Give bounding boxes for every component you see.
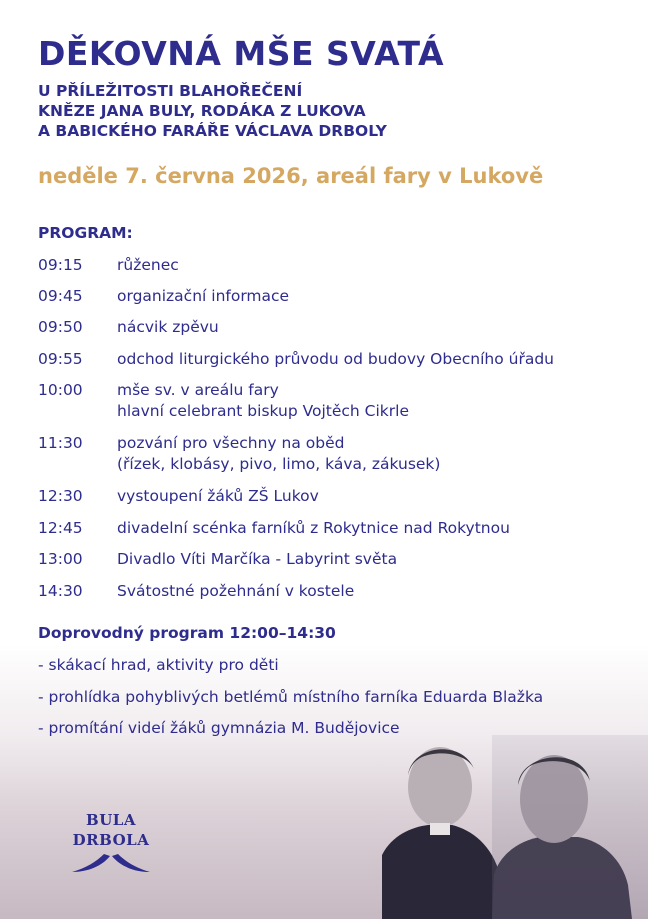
program-time: 09:15	[38, 256, 83, 274]
logo-line: BULA	[86, 811, 136, 829]
program-desc: (řízek, klobásy, pivo, limo, káva, zákusek)	[117, 455, 441, 473]
program-time: 09:45	[38, 287, 83, 305]
program-time: 09:50	[38, 318, 83, 336]
program-desc: mše sv. v areálu fary	[117, 381, 279, 399]
program-desc: vystoupení žáků ZŠ Lukov	[117, 487, 319, 505]
bula-drbola-logo	[56, 810, 166, 876]
poster-title: DĚKOVNÁ MŠE SVATÁ	[38, 34, 445, 73]
program-time: 13:00	[38, 550, 83, 568]
program-desc: odchod liturgického průvodu od budovy Obecního úřadu	[117, 350, 554, 368]
program-desc: divadelní scénka farníků z Rokytnice nad Rokytnou	[117, 519, 510, 537]
program-desc: pozvání pro všechny na oběd	[117, 434, 345, 452]
subtitle-block	[38, 81, 387, 141]
program-desc: organizační informace	[117, 287, 290, 305]
program-time: 11:30	[38, 434, 83, 452]
program-desc: Divadlo Víti Marčíka - Labyrint světa	[117, 550, 398, 568]
program-heading: PROGRAM:	[38, 224, 133, 242]
logo-line: DRBOLA	[72, 831, 150, 849]
extra-program-heading: Doprovodný program 12:00–14:30	[38, 624, 336, 642]
extra-item: - promítání videí žáků gymnázia M. Budějovice	[38, 719, 400, 737]
wings-icon	[66, 852, 156, 876]
extra-item: - skákací hrad, aktivity pro děti	[38, 656, 279, 674]
program-time: 14:30	[38, 582, 83, 600]
portrait-photo	[382, 735, 648, 919]
program-time: 09:55	[38, 350, 83, 368]
subtitle-line: A BABICKÉHO FARÁŘE VÁCLAVA DRBOLY	[38, 122, 387, 140]
program-desc: hlavní celebrant biskup Vojtěch Cikrle	[117, 402, 410, 420]
program-time: 12:45	[38, 519, 83, 537]
subtitle-line: U PŘÍLEŽITOSTI BLAHOŘEČENÍ	[38, 82, 303, 100]
program-desc: nácvik zpěvu	[117, 318, 219, 336]
subtitle-line: KNĚZE JANA BULY, RODÁKA Z LUKOVA	[38, 102, 366, 120]
program-time: 10:00	[38, 381, 83, 399]
date-location: neděle 7. června 2026, areál fary v Lukově	[38, 164, 544, 188]
program-time: 12:30	[38, 487, 83, 505]
program-desc: růženec	[117, 256, 179, 274]
program-desc: Svátostné požehnání v kostele	[117, 582, 355, 600]
extra-item: - prohlídka pohyblivých betlémů místního farníka Eduarda Blažka	[38, 688, 544, 706]
